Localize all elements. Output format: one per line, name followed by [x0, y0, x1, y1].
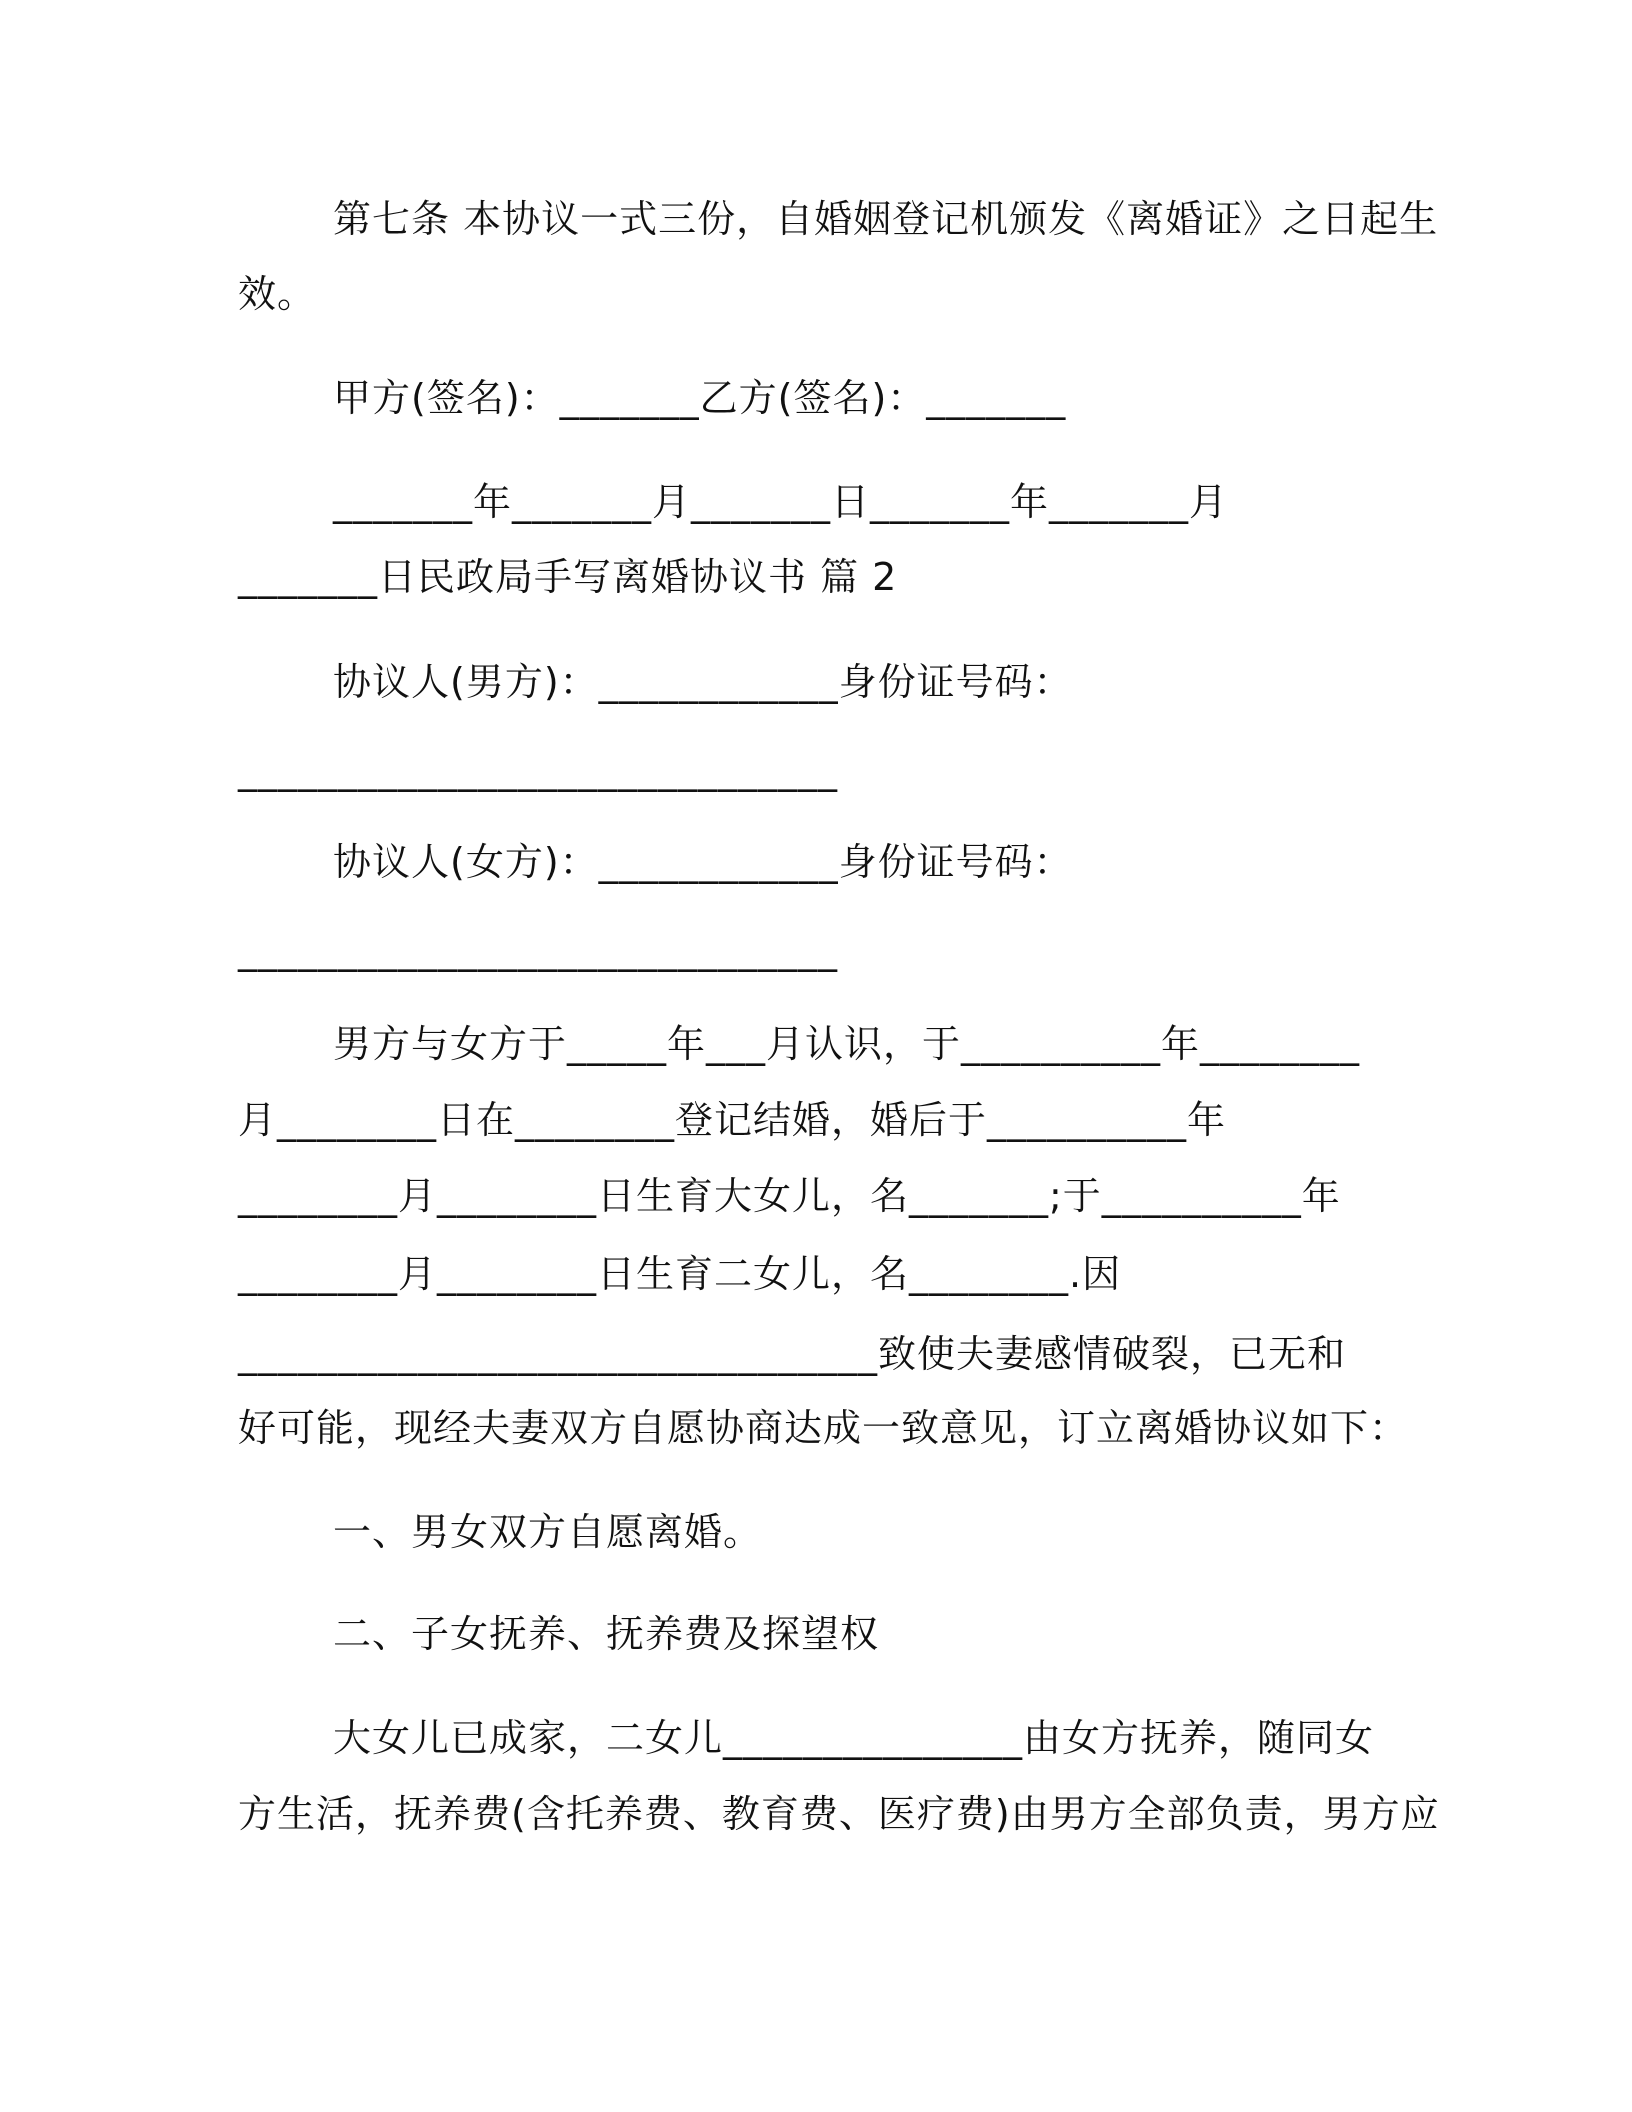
- marriage-info-line-2: 月________日在________登记结婚，婚后于__________年: [238, 1098, 1227, 1142]
- date-line-2-and-title: _______日民政局手写离婚协议书 篇 2: [238, 555, 898, 599]
- custody-line-2: 方生活，抚养费(含托养费、教育费、医疗费)由男方全部负责，男方应: [238, 1792, 1440, 1836]
- male-party-line: 协议人(男方)：____________身份证号码：: [333, 660, 1073, 704]
- marriage-info-line-3: ________月________日生育大女儿，名_______;于__________年: [238, 1174, 1341, 1218]
- clause-7-line-2: 效。: [238, 272, 317, 316]
- custody-line-1: 大女儿已成家，二女儿_______________由女方抚养，随同女: [333, 1716, 1375, 1760]
- marriage-info-line-1: 男方与女方于_____年___月认识，于__________年________: [333, 1022, 1361, 1066]
- female-party-line: 协议人(女方)：____________身份证号码：: [333, 840, 1073, 884]
- signature-line: 甲方(签名)：_______乙方(签名)：_______: [333, 376, 1067, 420]
- female-id-blank: ______________________________: [238, 928, 838, 972]
- marriage-info-line-6: 好可能，现经夫妻双方自愿协商达成一致意见，订立离婚协议如下：: [238, 1406, 1409, 1450]
- clause-7-line-1: 第七条 本协议一式三份，自婚姻登记机颁发《离婚证》之日起生: [333, 197, 1439, 241]
- item-1: 一、男女双方自愿离婚。: [333, 1510, 763, 1554]
- male-id-blank: ______________________________: [238, 748, 838, 792]
- date-line-1: _______年_______月_______日_______年_______月: [333, 480, 1229, 524]
- marriage-info-line-5: ________________________________致使夫妻感情破裂，已无和: [238, 1332, 1347, 1376]
- item-2-heading: 二、子女抚养、抚养费及探望权: [333, 1612, 880, 1656]
- marriage-info-line-4: ________月________日生育二女儿，名________.因: [238, 1252, 1122, 1296]
